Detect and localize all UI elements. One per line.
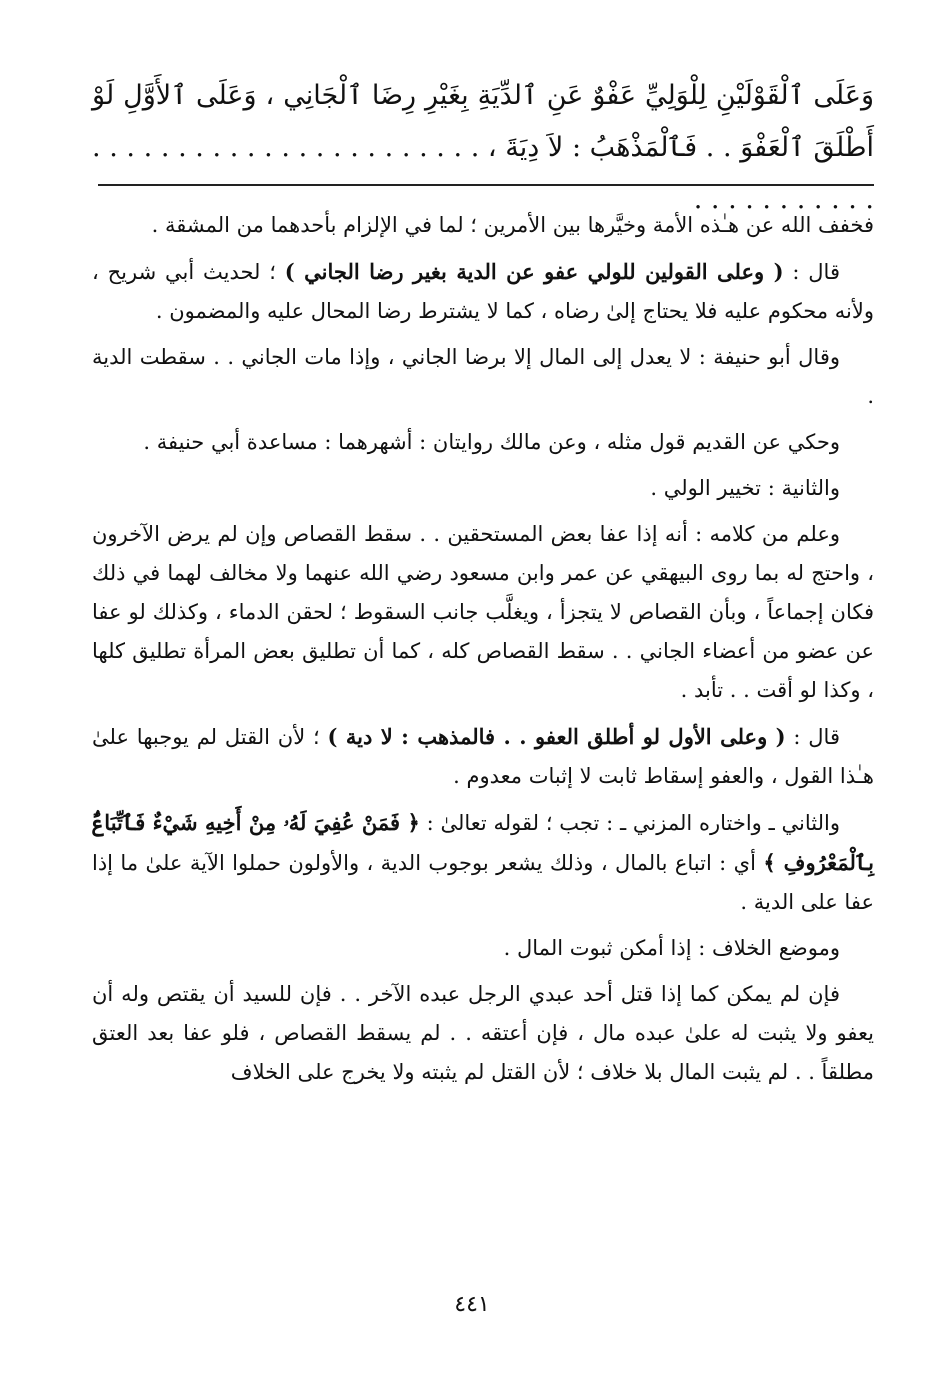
- commentary-paragraph-1: فخفف الله عن هـٰذه الأمة وخيَّرها بين الأمرين ؛ لما في الإلزام بأحدهما من المشقة .: [151, 213, 874, 237]
- paragraph-2-prefix: قال :: [783, 260, 840, 284]
- commentary-paragraph-4: وحكي عن القديم قول مثله ، وعن مالك روايتان : أشهرهما : مساعدة أبي حنيفة .: [143, 430, 840, 454]
- commentary-paragraph-10: فإن لم يمكن كما إذا قتل أحد عبدي الرجل عبده الآخر . . فإن للسيد أن يقتص وله أن يعفو ولا يثبت له علىٰ عبده مال ، فإن أعتقه . . لم يسقط القصاص ، فلو عفا بعد العتق مطلقاً . . لم يثبت المال بلا خلاف ؛ لأن القتل لم يثبته ولا يخرج على الخلاف: [92, 982, 874, 1084]
- commentary-paragraph-8: [92, 803, 874, 922]
- commentary-paragraph-5: والثانية : تخيير الولي .: [650, 476, 840, 500]
- matn-text-block: [92, 70, 874, 226]
- commentary-paragraph-6: وعلم من كلامه : أنه إذا عفا بعض المستحقين . . سقط القصاص وإن لم يرض الآخرون ، واحتج له بما روى البيهقي عن عمر وابن مسعود رضي الله عنهما ولا مخالف لهما في ذلك فكان إجماعاً ، وبأن القصاص لا يتجزأ ، ويغلَّب جانب السقوط ؛ لحقن الدماء ، وكذلك لو عفا عن عضو من أعضاء الجاني . . سقط القصاص كله ، كما أن تطليق بعض المرأة تطليق كلها ، وكذا لو أقت . . تأبد .: [92, 522, 874, 702]
- paragraph-8-prefix: والثاني ـ واختاره المزني ـ : تجب ؛ لقوله تعالىٰ :: [419, 811, 840, 835]
- commentary-block: [92, 206, 874, 1099]
- commentary-paragraph-7: [92, 717, 874, 796]
- commentary-paragraph-9: وموضع الخلاف : إذا أمكن ثبوت المال .: [503, 936, 840, 960]
- paragraph-2-quoted-matn: ( وعلى القولين للولي عفو عن الدية بغير رضا الجاني ): [284, 259, 784, 284]
- quran-verse: ﴿ فَمَنْ عُفِيَ لَهُۥ مِنْ أَخِيهِ شَيْءٌ فَٱتِّبَاعٌۢ بِٱلْمَعْرُوفِ ﴾: [92, 810, 875, 875]
- paragraph-8-text: أي : اتباع بالمال ، وذلك يشعر بوجوب الدية ، والأولون حملوا الآية علىٰ ما إذا عفا على الدية .: [92, 851, 874, 914]
- paragraph-2-text: ؛ لحديث أبي شريح ، ولأنه محكوم عليه فلا يحتاج إلىٰ رضاه ، كما لا يشترط رضا المحال عليه والمضمون .: [92, 260, 874, 323]
- page-number: ٤٤١: [454, 1292, 490, 1317]
- paragraph-7-prefix: قال :: [785, 725, 840, 749]
- commentary-paragraph-2: [92, 252, 874, 331]
- commentary-paragraph-3: وقال أبو حنيفة : لا يعدل إلى المال إلا برضا الجاني ، وإذا مات الجاني . . سقطت الدية .: [92, 345, 874, 408]
- matn-text: وَعَلَى ٱلْقَوْلَيْنِ لِلْوَلِيِّ عَفْوٌ عَنِ ٱلدِّيَةِ بِغَيْرِ رِضَا ٱلْجَانِي ، وَعَلَى ٱلأَوَّلِ لَوْ أَطْلَقَ ٱلْعَفْوَ . . فَٱلْمَذْهَبُ : لاَ دِيَةَ ، . . . . . . . . . . . . . . . . . . . . . . . . . . . . . . . . . .: [92, 80, 874, 215]
- paragraph-7-quoted-matn: ( وعلى الأول لو أطلق العفو . . فالمذهب : لا دية ): [327, 724, 786, 749]
- separator-line: [98, 184, 874, 186]
- paragraph-7-text: ؛ لأن القتل لم يوجبها علىٰ هـٰذا القول ، والعفو إسقاط ثابت لا إثبات معدوم .: [92, 725, 874, 788]
